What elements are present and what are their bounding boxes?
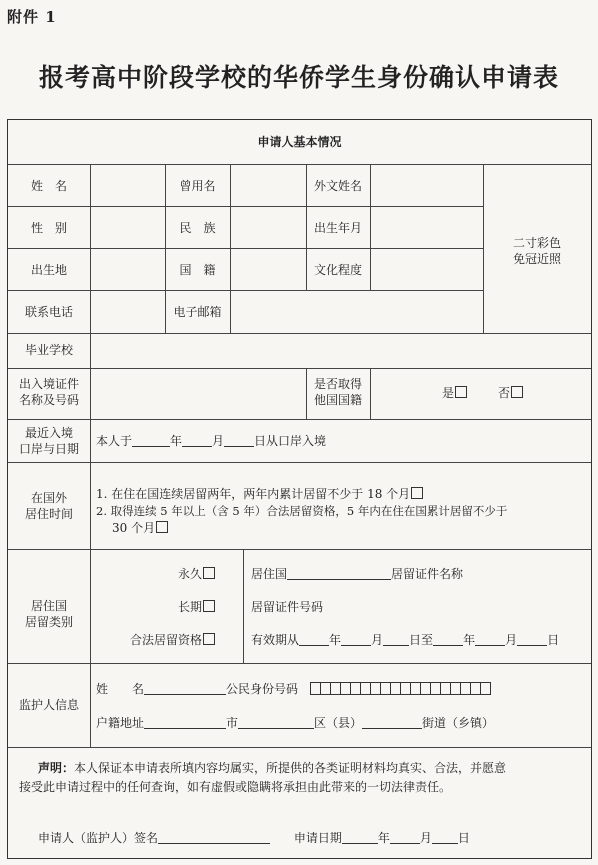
guardian-address-line: 户籍地址 市 区（县） 街道（乡镇） [96,716,495,730]
guardian-address-blank[interactable] [144,716,226,729]
abroad-opt2-checkbox[interactable] [156,521,168,533]
row-line [8,419,591,420]
row-line [8,290,483,291]
label-abroad-2: 居住时间 [24,507,73,521]
entry-day-blank[interactable] [224,434,254,447]
label-other-nat-2: 他国国籍 [313,393,362,407]
label-birthplace: 出生地 [30,263,67,277]
label-name: 姓 名 [30,179,67,193]
valid-to-year[interactable] [433,633,463,646]
row-line [8,368,591,369]
entry-year-blank[interactable] [132,434,170,447]
declaration-line-1: 声明：本人保证本申请表所填内容均属实，所提供的各类证明材料均真实、合法，并愿意 [38,761,507,775]
permanent-checkbox[interactable] [203,567,215,579]
guardian-name-line: 姓 名 公民身份号码 [96,681,490,697]
signature-blank[interactable] [158,831,270,844]
valid-to-month[interactable] [475,633,505,646]
entry-date-line: 本人于 年 月 日从口岸入境 [96,434,327,448]
abroad-option-1: 1. 在住在国连续居留两年，两年内累计居留不少于 18 个月 [96,486,423,502]
photo-label-2: 免冠近照 [512,252,561,266]
guardian-city-blank[interactable] [238,716,314,729]
col-line [370,164,371,290]
option-permanent: 永久 [178,566,215,582]
application-form [7,119,592,859]
col-line [230,164,231,333]
label-doc-2: 名称及号码 [18,393,79,407]
label-birth-month: 出生年月 [313,221,362,235]
label-nationality: 国 籍 [179,263,216,277]
option-no: 否 [498,385,523,401]
guardian-name-blank[interactable] [144,682,226,695]
valid-to-day[interactable] [517,633,547,646]
valid-from-year[interactable] [299,633,329,646]
row-line [8,248,483,249]
row-line [8,663,591,664]
label-foreign-name: 外文姓名 [313,179,362,193]
row-line [8,333,591,334]
row-line [8,462,591,463]
label-phone: 联系电话 [24,305,73,319]
row-line [8,206,483,207]
apply-day-blank[interactable] [432,831,458,844]
page-title: 报考高中阶段学校的华侨学生身份确认申请表 [38,63,559,92]
yes-checkbox[interactable] [455,386,467,398]
label-guardian: 监护人信息 [18,698,79,712]
label-abroad-1: 在国外 [30,491,67,505]
label-email: 电子邮箱 [173,305,222,319]
photo-label-1: 二寸彩色 [512,236,561,250]
entry-month-blank[interactable] [182,434,212,447]
apply-year-blank[interactable] [342,831,378,844]
row-line [8,747,591,748]
option-yes: 是 [442,385,467,401]
label-residence-1: 居住国 [30,599,67,613]
option-legal: 合法居留资格 [130,632,215,648]
guardian-id-boxes[interactable] [310,682,490,696]
residence-country-line: 居住国 居留证件名称 [251,567,464,581]
label-doc-1: 出入境证件 [18,377,79,391]
label-entry-1: 最近入境 [24,426,73,440]
abroad-option-2: 2. 取得连续 5 年以上（含 5 年）合法居留资格，5 年内在住在国累计居留不少于 [96,504,508,518]
col-line [243,549,244,663]
label-school: 毕业学校 [24,343,73,357]
signature-line: 申请人（监护人）签名 申请日期 年 月 日 [38,831,470,845]
col-line [90,164,91,747]
label-gender: 性 别 [30,221,67,235]
residence-country-blank[interactable] [287,567,391,580]
label-residence-2: 居留类别 [24,615,73,629]
no-checkbox[interactable] [511,386,523,398]
long-term-checkbox[interactable] [203,600,215,612]
row-line [8,549,591,550]
row-line [8,164,591,165]
label-education: 文化程度 [313,263,362,277]
abroad-option-2b: 30 个月 [112,520,168,536]
label-ethnicity: 民 族 [179,221,216,235]
attachment-label: 附件 1 [7,8,57,26]
valid-from-month[interactable] [341,633,371,646]
label-former-name: 曾用名 [179,179,216,193]
valid-from-day[interactable] [383,633,409,646]
col-line [370,368,371,419]
option-long-term: 长期 [178,599,215,615]
apply-month-blank[interactable] [390,831,420,844]
guardian-district-blank[interactable] [362,716,422,729]
validity-line: 有效期从 年 月 日至 年 月 日 [251,633,560,647]
abroad-opt1-checkbox[interactable] [411,487,423,499]
label-entry-2: 口岸与日期 [18,442,79,456]
section-title: 申请人基本情况 [257,135,342,149]
declaration-line-2: 接受此申请过程中的任何查询，如有虚假或隐瞒将承担由此带来的一切法律责任。 [19,780,452,794]
label-other-nat-1: 是否取得 [313,377,362,391]
legal-checkbox[interactable] [203,633,215,645]
permit-number-label: 居留证件号码 [251,600,324,614]
